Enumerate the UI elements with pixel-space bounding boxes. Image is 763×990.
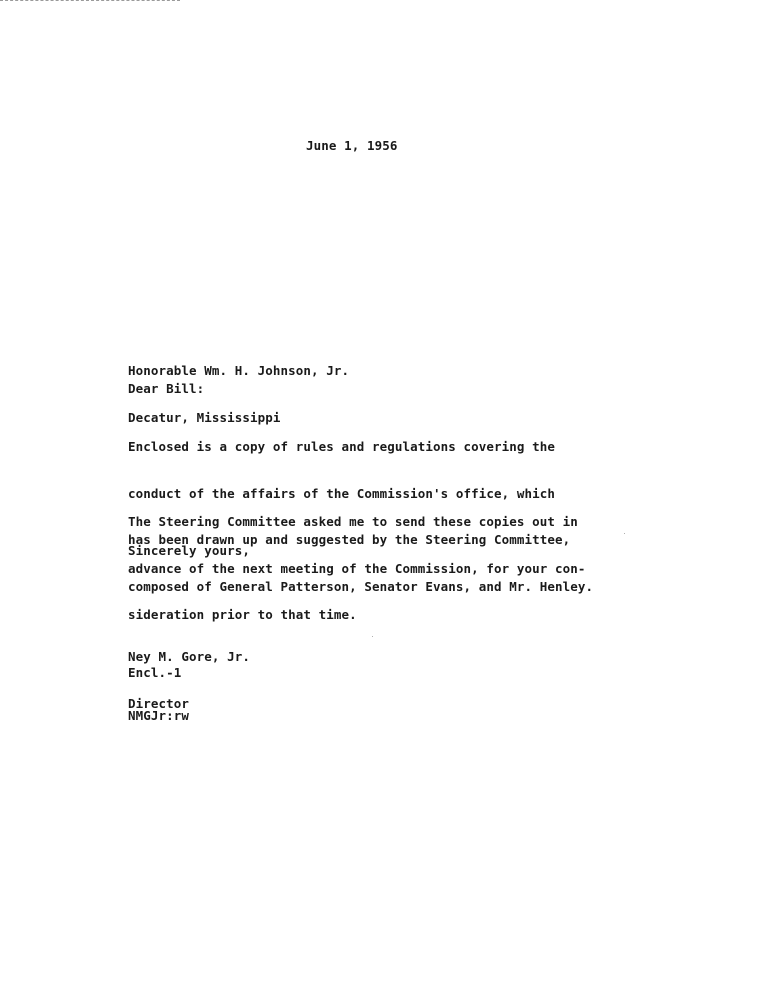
reference-initials: NMGJr:rw xyxy=(128,708,190,723)
paragraph-line: has been drawn up and suggested by the Steering Committee, xyxy=(128,532,571,547)
paragraph-line: The Steering Committee asked me to send these copies out in xyxy=(128,514,578,529)
paper-speck xyxy=(372,636,373,637)
addressee-location: Decatur, Mississippi xyxy=(128,409,281,425)
signer-name: Ney M. Gore, Jr. xyxy=(128,649,251,664)
enclosure-notation: Encl.-1 xyxy=(128,665,182,680)
body-paragraph-2 xyxy=(128,483,586,638)
paragraph-line: composed of General Patterson, Senator Evans, and Mr. Henley. xyxy=(128,578,594,594)
paper-speck xyxy=(624,533,625,534)
addressee-name: Honorable Wm. H. Johnson, Jr. xyxy=(128,363,350,378)
paragraph-line: advance of the next meeting of the Commission, for your con- xyxy=(128,560,586,576)
paragraph-line: Enclosed is a copy of rules and regulations covering the xyxy=(128,439,556,454)
salutation: Dear Bill: xyxy=(128,381,205,396)
page-edge-marks xyxy=(0,0,180,1)
paragraph-line: sideration prior to that time. xyxy=(128,607,357,622)
paragraph-line: conduct of the affairs of the Commission's office, which xyxy=(128,485,556,501)
signer-title: Director xyxy=(128,695,190,711)
letter-date: June 1, 1956 xyxy=(306,138,398,153)
complimentary-closing: Sincerely yours, xyxy=(128,543,251,558)
